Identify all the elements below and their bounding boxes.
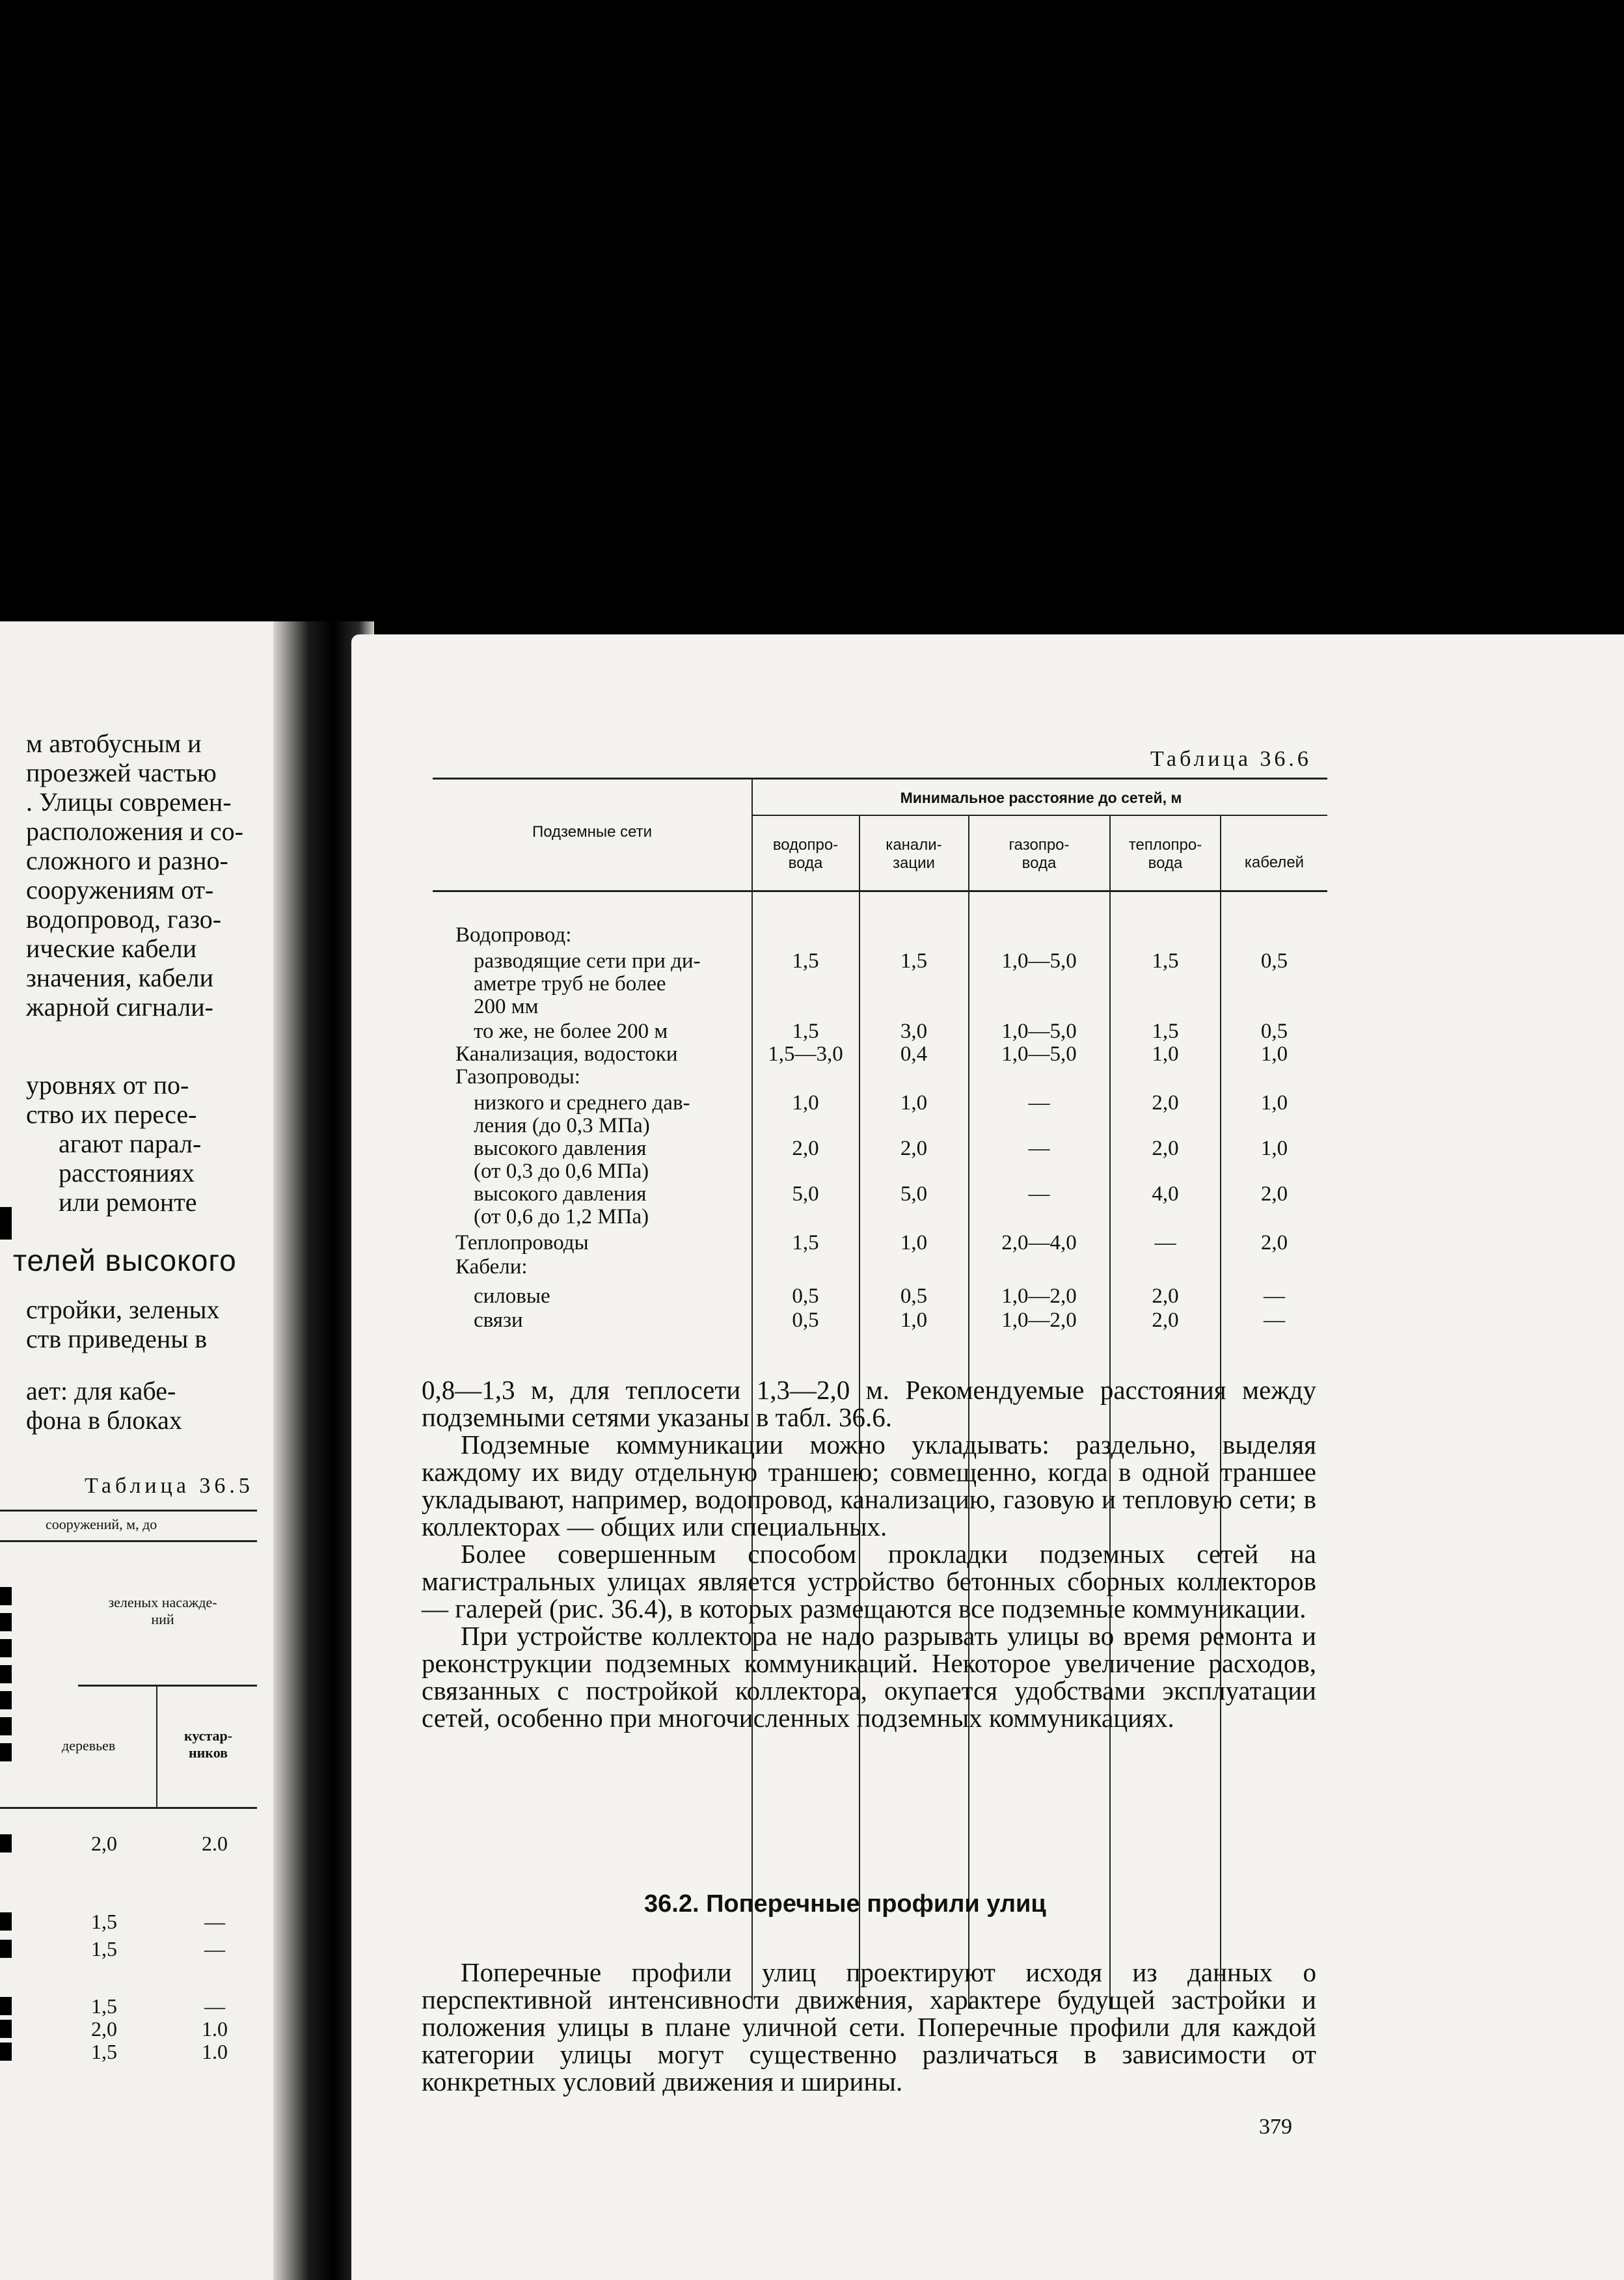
table-row-label: 200 мм	[474, 995, 539, 1018]
left-page-line: стройки, зеленых	[26, 1295, 220, 1324]
left-table-shrub-value: —	[204, 1937, 225, 1961]
left-table-tree-value: 1,5	[91, 1910, 117, 1933]
table-row-label: силовые	[474, 1284, 550, 1308]
left-table-shrub-value: —	[204, 1994, 225, 2018]
table-cell: 1,5	[792, 949, 819, 973]
table-row-label: ления (до 0,3 МПа)	[474, 1114, 650, 1137]
body-text	[422, 1376, 1316, 1731]
table-row-label: (от 0,6 до 1,2 МПа)	[474, 1205, 649, 1228]
table-row-label: высокого давления	[474, 1137, 647, 1160]
table-cell: —	[1264, 1284, 1285, 1308]
table-cell: 1,0	[1260, 1091, 1288, 1115]
table-header-networks: Подземные сети	[532, 823, 653, 841]
left-table-rule	[0, 1540, 257, 1542]
table-cell: 1,0	[900, 1309, 928, 1332]
table-row-label: высокого давления	[474, 1182, 647, 1206]
table-cell: 2,0	[1152, 1137, 1179, 1160]
table-cell: 1,0—5,0	[1001, 1020, 1077, 1043]
table-row-label: разводящие сети при ди-	[474, 949, 701, 973]
table-header-subrule	[751, 815, 1327, 816]
left-table-header-bottom	[0, 1807, 257, 1809]
scan-mark	[0, 2043, 12, 2061]
paragraph: Подземные коммуникации можно укладывать: раздельно, выделяя каждому их виду отдельную траншею; совмещенно, когда в одной траншее укладывают, например, водопровод, канализацию, газовую и тепловую сети; в коллекторах — общих или специальных.	[422, 1430, 1316, 1541]
paragraph: Более совершенным способом прокладки подземных сетей на магистральных улицах является устройство бетонных сборных коллекторов — галерей (рис. 36.4), в которых размещаются все подземные коммуникации.	[422, 1539, 1316, 1623]
table-cell: 2,0	[1152, 1284, 1179, 1308]
table-cell: 1,0	[792, 1091, 819, 1115]
section-title: 36.2. Поперечные профили улиц	[644, 1890, 1046, 1918]
table-cell: 3,0	[900, 1020, 928, 1043]
left-page-line: или ремонте	[59, 1188, 197, 1217]
left-table-header-top: сооружений, м, до	[46, 1516, 157, 1532]
table-cell: 1,0—5,0	[1001, 1042, 1077, 1066]
table-cell: 1,5	[792, 1231, 819, 1255]
scan-mark	[0, 1691, 12, 1709]
table-cell: 1,5	[1152, 1020, 1179, 1043]
table-cell: 0,5	[1260, 1020, 1288, 1043]
table-cell: 1,5	[900, 949, 928, 973]
left-page-line: расположения и со-	[26, 817, 243, 846]
scan-mark	[0, 1743, 12, 1761]
table-cell: 1,0—5,0	[1001, 949, 1077, 973]
table-cell: 2,0	[1260, 1182, 1288, 1206]
left-page-line: фона в блоках	[26, 1405, 182, 1435]
table-cell: 2,0	[1152, 1309, 1179, 1332]
table-cell: —	[1028, 1091, 1050, 1115]
scan-mark	[0, 1587, 12, 1605]
table-header-min-distance: Минимальное расстояние до сетей, м	[900, 789, 1182, 806]
left-table-shrub-value: 1.0	[202, 2040, 228, 2063]
scan-mark	[0, 1665, 12, 1683]
table-row-label: аметре труб не более	[474, 972, 666, 996]
table-cell: 2,0	[1260, 1231, 1288, 1255]
table-row-label: (от 0,3 до 0,6 МПа)	[474, 1160, 649, 1183]
table-row-label: Теплопроводы	[455, 1231, 589, 1255]
left-page-line: жарной сигнали-	[26, 992, 213, 1022]
table-column-header: канали- зации	[886, 836, 942, 872]
table-cell: —	[1028, 1137, 1050, 1160]
table-cell: 1,0	[1260, 1137, 1288, 1160]
table-row-label: Канализация, водостоки	[455, 1042, 678, 1066]
scan-mark	[0, 1997, 12, 2015]
table-row-label: низкого и среднего дав-	[474, 1091, 690, 1115]
left-page-line: уровнях от по-	[26, 1070, 189, 1100]
left-table-top-rule	[0, 1510, 257, 1512]
table-cell: 5,0	[900, 1182, 928, 1206]
left-page-line: ств приведены в	[26, 1324, 208, 1353]
left-page-line: агают парал-	[59, 1129, 202, 1158]
paragraph: При устройстве коллектора не надо разрывать улицы во время ремонта и реконструкции подземных коммуникаций. Некоторое увеличение расходов, связанных с постройкой коллектора, окупается удобствами эксплуатации сетей, особенно при многочисленных подземных коммуникациях.	[422, 1621, 1316, 1733]
left-table-header-green: зеленых насажде- ний	[108, 1594, 217, 1627]
table-cell: 0,5	[1260, 949, 1288, 973]
table-cell: 1,5—3,0	[768, 1042, 843, 1066]
left-page-line: расстояниях	[59, 1158, 195, 1188]
table-header-bottom-rule	[433, 890, 1327, 892]
table-cell: 2,0—4,0	[1001, 1231, 1077, 1255]
left-table-col-shrubs: кустар- ников	[183, 1728, 233, 1761]
table-cell: 2,0	[900, 1137, 928, 1160]
left-page-line: ство их пересе-	[26, 1100, 197, 1129]
left-table-shrub-value: 1.0	[202, 2017, 228, 2041]
table-cell: 2,0	[792, 1137, 819, 1160]
table-column-header: кабелей	[1244, 854, 1305, 871]
left-page-line: . Улицы современ-	[26, 787, 232, 817]
left-table-tree-value: 2,0	[91, 2017, 117, 2041]
left-page-line: ает: для кабе-	[26, 1376, 176, 1405]
table-row-label: Водопровод:	[455, 923, 572, 947]
scan-mark	[0, 1639, 12, 1657]
left-page-line: ические кабели	[26, 934, 197, 963]
left-page-line: проезжей частью	[26, 758, 217, 787]
table-cell: —	[1154, 1231, 1176, 1255]
table-cell: 1,0	[1260, 1042, 1288, 1066]
scan-mark	[0, 2020, 12, 2038]
scan-mark	[0, 1613, 12, 1631]
left-page-line: сооружениям от-	[26, 875, 214, 904]
table-top-rule	[433, 778, 1327, 780]
scan-shadow	[0, 1207, 12, 1240]
left-table-vrule	[156, 1685, 157, 1808]
table-cell: 1,5	[792, 1020, 819, 1043]
left-page-line: сложного и разно-	[26, 846, 228, 875]
table-cell: 2,0	[1152, 1091, 1179, 1115]
table-cell: 1,0	[900, 1091, 928, 1115]
scan-mark	[0, 1717, 12, 1735]
table-row-label: то же, не более 200 м	[474, 1020, 668, 1043]
left-table-shrub-value: —	[204, 1910, 225, 1933]
table-column-header: газопро- вода	[1008, 836, 1070, 872]
table-cell: 5,0	[792, 1182, 819, 1206]
left-page-line: м автобусным и	[26, 729, 202, 758]
table-row-label: Кабели:	[455, 1255, 528, 1279]
scan-mark	[0, 1940, 12, 1958]
table-cell: —	[1264, 1309, 1285, 1332]
table-cell: 0,5	[900, 1284, 928, 1308]
table-cell: 1,0—2,0	[1001, 1309, 1077, 1332]
scan-mark	[0, 1912, 12, 1931]
table-cell: —	[1028, 1182, 1050, 1206]
table-row-label: связи	[474, 1309, 523, 1332]
table-column-header: водопро- вода	[772, 836, 839, 872]
table-cell: 4,0	[1152, 1182, 1179, 1206]
body-text-section	[422, 1959, 1316, 2095]
table-column-header: теплопро- вода	[1128, 836, 1202, 872]
left-page-line: значения, кабели	[26, 963, 213, 992]
table-caption: Таблица 36.6	[1150, 747, 1312, 771]
left-table-shrub-value: 2.0	[202, 1832, 228, 1855]
left-table-caption: Таблица 36.5	[85, 1474, 254, 1498]
table-cell: 1,5	[1152, 949, 1179, 973]
table-cell: 0,5	[792, 1284, 819, 1308]
table-cell: 1,0—2,0	[1001, 1284, 1077, 1308]
left-table-tree-value: 1,5	[91, 1937, 117, 1961]
page-number: 379	[1259, 2115, 1292, 2139]
scan-mark	[0, 1834, 12, 1853]
left-table-col-trees: деревьев	[62, 1737, 116, 1754]
left-page-heading: телей высокого	[13, 1243, 237, 1277]
table-cell: 0,5	[792, 1309, 819, 1332]
left-page-line: водопровод, газо-	[26, 904, 222, 934]
table-cell: 0,4	[900, 1042, 928, 1066]
table-cell: 1,0	[1152, 1042, 1179, 1066]
left-table-tree-value: 2,0	[91, 1832, 117, 1855]
left-table-tree-value: 1,5	[91, 2040, 117, 2063]
paragraph: 0,8—1,3 м, для теплосети 1,3—2,0 м. Рекомендуемые расстояния между подземными сетями указаны в табл. 36.6.	[422, 1375, 1316, 1432]
table-row-label: Газопроводы:	[455, 1065, 580, 1089]
paragraph: Поперечные профили улиц проектируют исходя из данных о перспективной интенсивности движения, характере будущей застройки и положения улицы в плане уличной сети. Поперечные профили для каждой категории улицы могут существенно различаться в зависимости от конкретных условий движения и ширины.	[422, 1957, 1316, 2097]
left-table-tree-value: 1,5	[91, 1994, 117, 2018]
left-table-subrule	[78, 1685, 257, 1687]
left-page	[0, 621, 273, 2280]
table-cell: 1,0	[900, 1231, 928, 1255]
